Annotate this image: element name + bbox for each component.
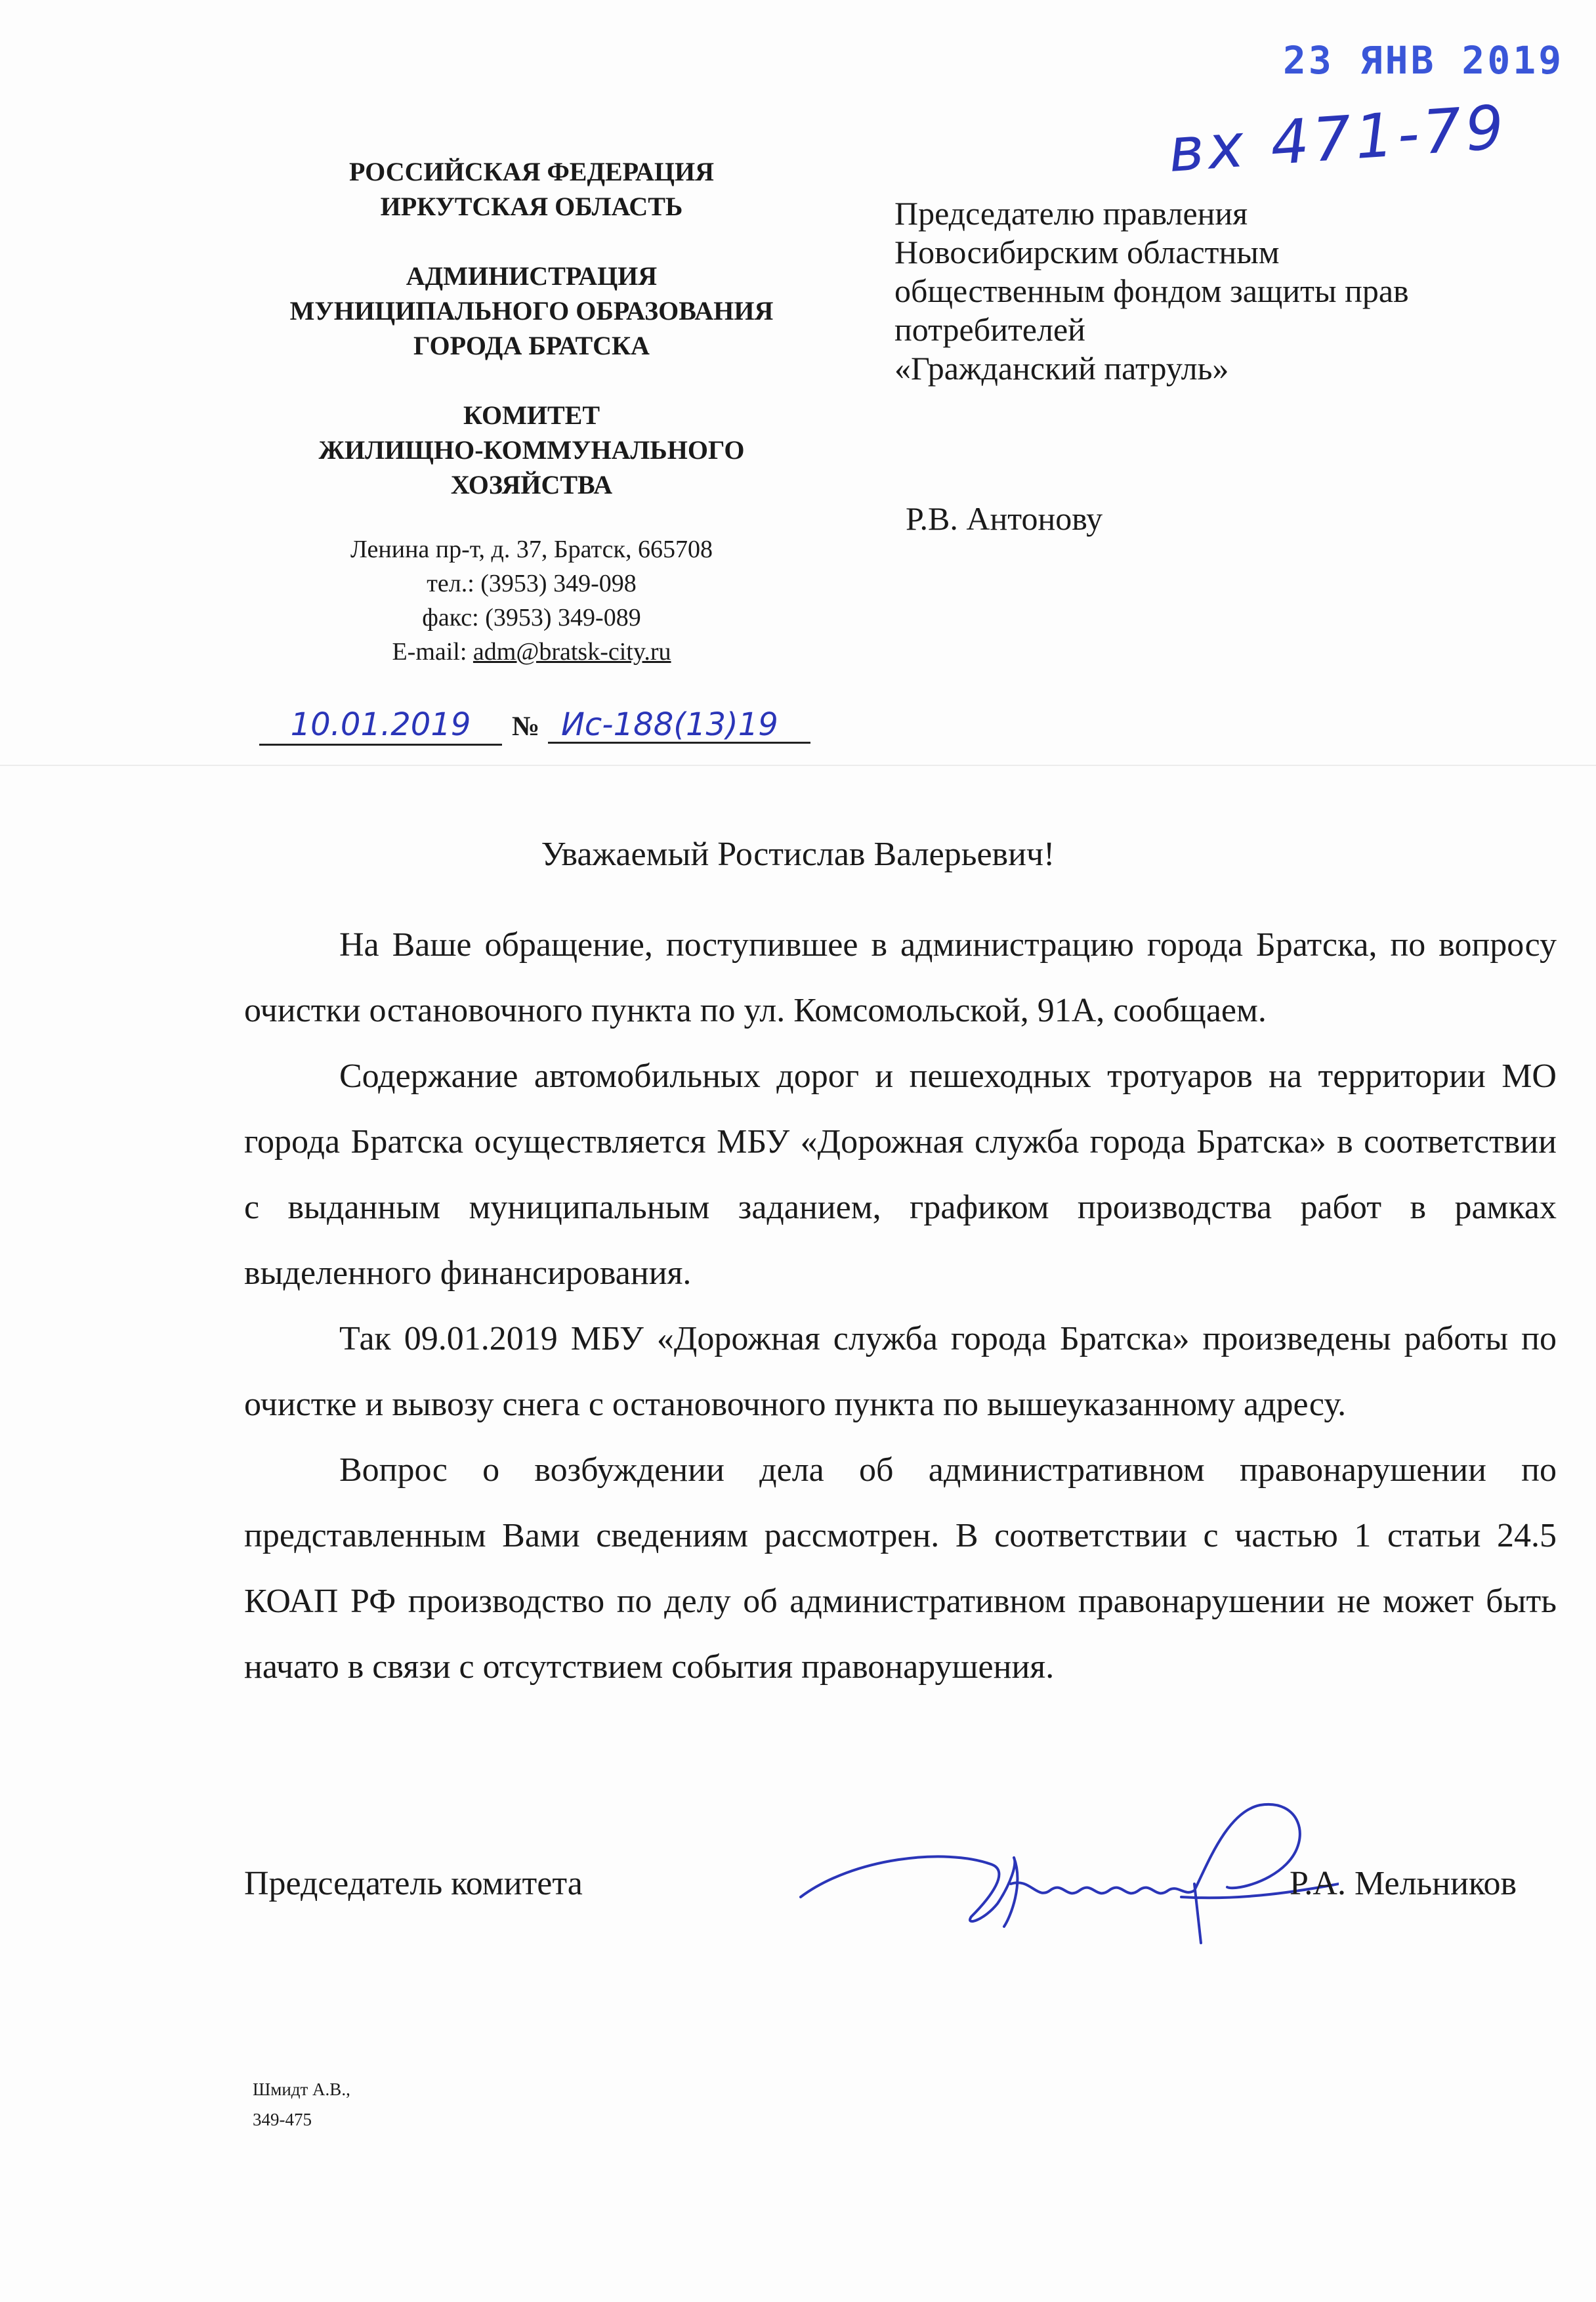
- outgoing-reference: [259, 706, 824, 745]
- incoming-number-handwritten: вх 471-79: [1166, 92, 1510, 186]
- org-contacts: [223, 532, 840, 669]
- paper-fold-line: [0, 765, 1596, 766]
- org-fax: факс: (3953) 349-089: [422, 604, 641, 631]
- number-sign: №: [512, 712, 540, 742]
- salutation: Уважаемый Ростислав Валерьевич!: [541, 836, 1055, 873]
- org-line: ИРКУТСКАЯ ОБЛАСТЬ: [380, 192, 683, 221]
- outgoing-number: Ис-188(13)19: [548, 706, 810, 744]
- org-line: ГОРОДА БРАТСКА: [413, 331, 650, 360]
- org-line: ЖИЛИЩНО-КОММУНАЛЬНОГО: [318, 435, 745, 465]
- body-paragraph: Содержание автомобильных дорог и пешеходных тротуаров на территории МО города Братска осуществляется МБУ «Дорожная служба города Братска» в соответствии с выданным муниципальным заданием, графиком производства работ в рамках выделенного финансирования.: [244, 1057, 1557, 1292]
- recipient-line: общественным фондом защиты прав: [894, 272, 1409, 309]
- recipient-line: потребителей: [894, 311, 1085, 348]
- org-line: АДМИНИСТРАЦИЯ: [406, 261, 658, 291]
- recipient-line: «Гражданский патруль»: [894, 350, 1229, 387]
- executor-info: [253, 2074, 350, 2135]
- recipient-line: Новосибирским областным: [894, 234, 1280, 270]
- organization-header: [223, 154, 840, 669]
- email-label: E-mail:: [392, 638, 473, 666]
- recipient-block: [894, 194, 1551, 388]
- body-paragraph: Вопрос о возбуждении дела об административном правонарушении по представленным Вами сведениям рассмотрен. В соответствии с частью 1 статьи 24.5 КОАП РФ производство по делу об административном правонарушении не может быть начато в связи с отсутствием события правонарушения.: [244, 1451, 1557, 1686]
- outgoing-date: 10.01.2019: [259, 706, 502, 746]
- org-line: КОМИТЕТ: [463, 400, 600, 430]
- org-line: МУНИЦИПАЛЬНОГО ОБРАЗОВАНИЯ: [289, 296, 774, 326]
- body-paragraph: На Ваше обращение, поступившее в администрацию города Братска, по вопросу очистки остановочного пункта по ул. Комсомольской, 91А, сообщаем.: [244, 926, 1557, 1029]
- executor-name: Шмидт А.В.,: [253, 2079, 350, 2099]
- letter-body: [244, 912, 1557, 1700]
- executor-phone: 349-475: [253, 2110, 312, 2129]
- org-address: Ленина пр-т, д. 37, Братск, 665708: [350, 536, 713, 563]
- org-email-line: [223, 635, 840, 669]
- signatory-name: Р.А. Мельников: [1290, 1865, 1517, 1902]
- body-paragraph: Так 09.01.2019 МБУ «Дорожная служба города Братска» произведены работы по очистке и вывозу снега с остановочного пункта по вышеуказанному адресу.: [244, 1320, 1557, 1423]
- handwritten-signature: [774, 1785, 1339, 1956]
- org-phone: тел.: (3953) 349-098: [427, 570, 637, 597]
- org-line: ХОЗЯЙСТВА: [450, 470, 613, 500]
- org-line: РОССИЙСКАЯ ФЕДЕРАЦИЯ: [348, 157, 714, 186]
- signatory-title: Председатель комитета: [244, 1865, 583, 1902]
- recipient-name: Р.В. Антонову: [906, 500, 1103, 537]
- email-link[interactable]: adm@bratsk-city.ru: [472, 638, 671, 666]
- recipient-line: Председателю правления: [894, 195, 1248, 232]
- received-date-stamp: 23 ЯНВ 2019: [1283, 38, 1564, 83]
